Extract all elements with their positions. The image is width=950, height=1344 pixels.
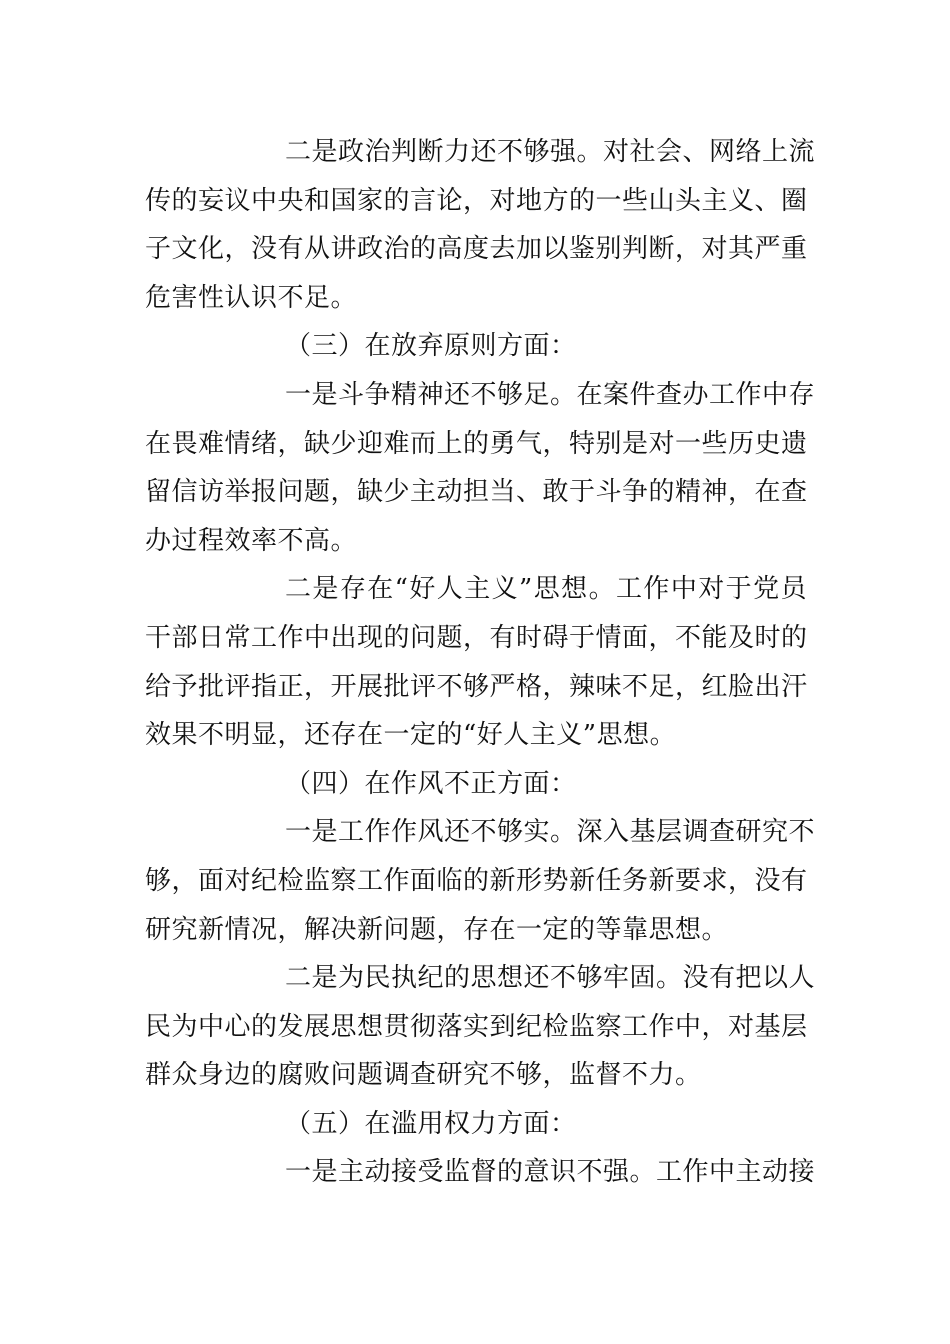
paragraph-supervision [145, 1148, 816, 1197]
text-line: 办过程效率不高。 [145, 525, 358, 556]
text-line: 给予批评指正，开展批评不够严格，辣味不足，红脸出汗 [145, 671, 808, 702]
section-heading: （四）在作风不正方面： [285, 768, 577, 799]
document-body [145, 128, 816, 1197]
paragraph-nice-guy [145, 565, 807, 759]
section-heading-4 [145, 760, 807, 809]
text-line: 群众身边的腐败问题调查研究不够，监督不力。 [145, 1060, 702, 1091]
paragraph-political-judgment [145, 128, 816, 322]
text-line: 留信访举报问题，缺少主动担当、敢于斗争的精神，在查 [145, 477, 808, 508]
text-line: 二是存在“好人主义”思想。工作中对于党员 [285, 574, 807, 605]
text-line: 干部日常工作中出现的问题，有时碍于情面，不能及时的 [145, 622, 808, 653]
text-line: 二是政治判断力还不够强。对社会、网络上流 [285, 137, 816, 167]
paragraph-people-centered [145, 954, 816, 1100]
text-line: 民为中心的发展思想贯彻落实到纪检监察工作中，对基层 [145, 1011, 808, 1042]
text-line: 在畏难情绪，缺少迎难而上的勇气，特别是对一些历史遗 [145, 428, 808, 459]
text-line: 效果不明显，还存在一定的“好人主义”思想。 [145, 720, 677, 751]
section-heading-5 [145, 1100, 807, 1149]
section-heading: （三）在放弃原则方面： [285, 331, 577, 362]
section-heading: （五）在滥用权力方面： [285, 1108, 577, 1139]
text-line: 一是斗争精神还不够足。在案件查办工作中存 [285, 379, 816, 410]
text-line: 传的妄议中央和国家的言论，对地方的一些山头主义、圈 [145, 185, 808, 216]
paragraph-work-style [145, 808, 816, 954]
text-line: 够，面对纪检监察工作面临的新形势新任务新要求，没有 [145, 865, 808, 896]
text-line: 二是为民执纪的思想还不够牢固。没有把以人 [285, 963, 816, 994]
text-line: 危害性认识不足。 [145, 282, 358, 313]
text-line: 子文化，没有从讲政治的高度去加以鉴别判断，对其严重 [145, 234, 808, 265]
text-line: 一是主动接受监督的意识不强。工作中主动接 [285, 1157, 816, 1188]
paragraph-struggle-spirit [145, 371, 816, 565]
section-heading-3 [145, 322, 807, 371]
text-line: 一是工作作风还不够实。深入基层调查研究不 [285, 817, 816, 848]
text-line: 研究新情况，解决新问题，存在一定的等靠思想。 [145, 914, 729, 945]
